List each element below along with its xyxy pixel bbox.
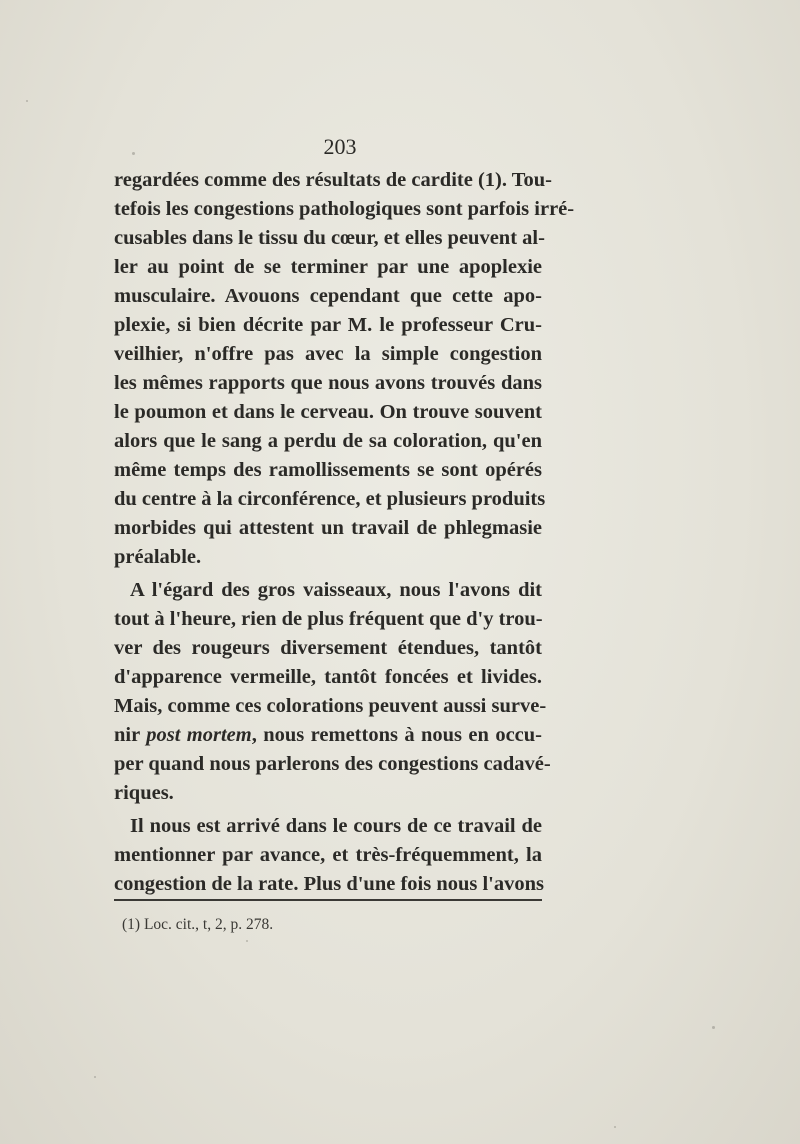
text-line: le poumon et dans le cerveau. On trouve souvent: [114, 401, 542, 423]
paper-speck: [246, 940, 248, 942]
body-text: [114, 166, 575, 899]
text-segment: , nous remettons à nous en occu-: [251, 724, 542, 746]
text-line: tefois les congestions pathologiques sont parfois irré-: [114, 198, 575, 220]
text-line: préalable.: [114, 546, 202, 568]
paper-speck: [132, 152, 135, 155]
text-segment: nir: [114, 724, 147, 746]
text-line: cusables dans le tissu du cœur, et elles peuvent al-: [114, 227, 545, 249]
paper-speck: [614, 1126, 616, 1128]
page-number: 203: [323, 134, 357, 159]
text-line: musculaire. Avouons cependant que cette apo-: [114, 285, 542, 307]
text-line: veilhier, n'offre pas avec la simple congestion: [114, 343, 542, 365]
paper-speck: [712, 1026, 715, 1029]
text-line: d'apparence vermeille, tantôt foncées et livides.: [114, 666, 542, 688]
text-line: Mais, comme ces colorations peuvent aussi surve-: [114, 695, 547, 717]
text-line: per quand nous parlerons des congestions cadavé-: [114, 753, 551, 775]
text-line: morbides qui attestent un travail de phlegmasie: [114, 517, 542, 539]
text-line: regardées comme des résultats de cardite (1). Tou-: [114, 169, 553, 191]
text-line: riques.: [114, 782, 174, 804]
text-line: ver des rougeurs diversement étendues, tantôt: [114, 637, 542, 659]
text-line: alors que le sang a perdu de sa coloration, qu'en: [114, 430, 542, 452]
text-line: A l'égard des gros vaisseaux, nous l'avons dit: [130, 579, 542, 601]
text-line: mentionner par avance, et très-fréquemment, la: [114, 844, 542, 866]
text-line: plexie, si bien décrite par M. le professeur Cru-: [114, 314, 542, 336]
footnote-divider: [114, 899, 542, 901]
text-line: ler au point de se terminer par une apoplexie: [114, 256, 542, 278]
text-line: tout à l'heure, rien de plus fréquent que d'y trou-: [114, 608, 543, 630]
text-line: congestion de la rate. Plus d'une fois nous l'avons: [114, 873, 544, 895]
paper-speck: [26, 100, 28, 102]
text-line: les mêmes rapports que nous avons trouvés dans: [114, 372, 542, 394]
text-line: même temps des ramollissements se sont opérés: [114, 459, 542, 481]
paper-speck: [94, 1076, 96, 1078]
text-line: Il nous est arrivé dans le cours de ce travail de: [130, 815, 542, 837]
footnote: (1) Loc. cit., t, 2, p. 278.: [122, 916, 274, 933]
italic-phrase: post mortem: [146, 724, 252, 746]
text-line: du centre à la circonférence, et plusieurs produits: [114, 488, 546, 510]
text-line-with-italic: [114, 721, 542, 750]
